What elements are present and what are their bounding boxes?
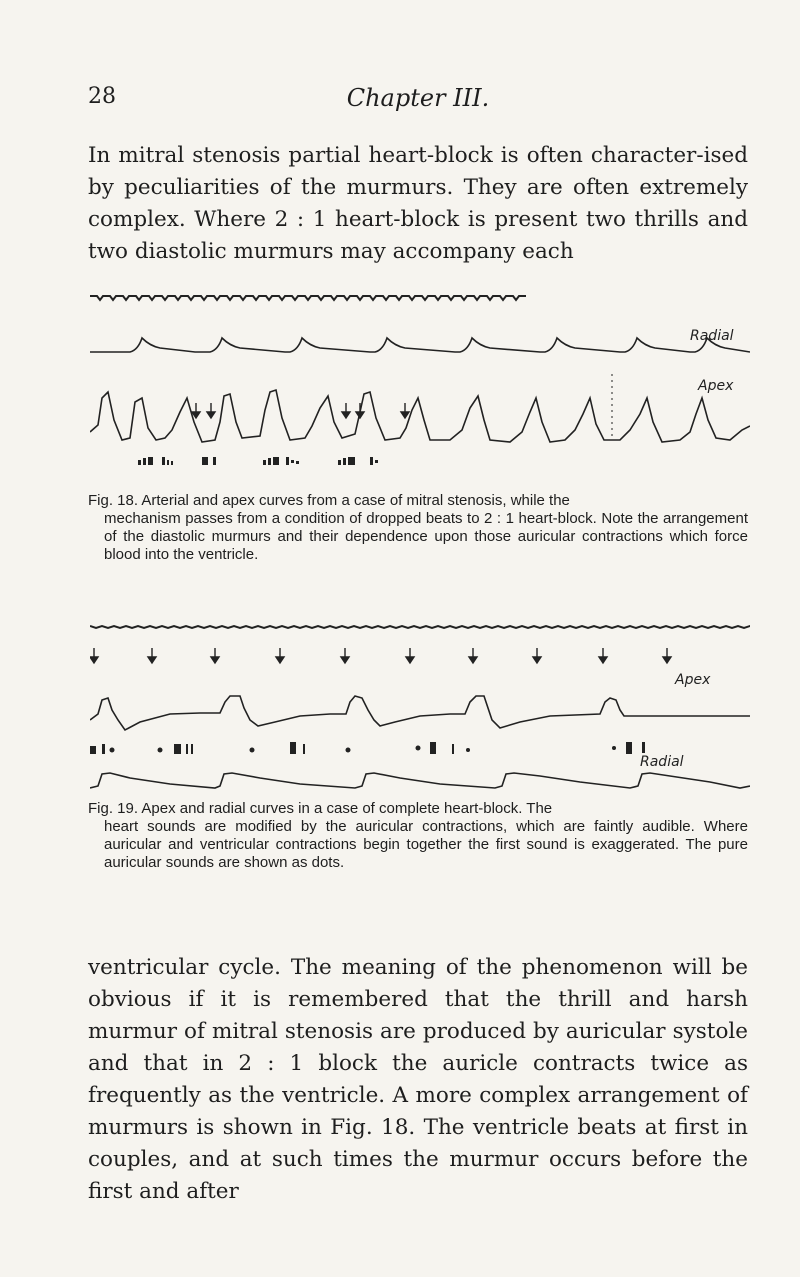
arrow-marker (469, 648, 477, 663)
page-number: 28 (88, 84, 116, 109)
radial-label-fig19: Radial (640, 754, 684, 770)
radial-pulse-curve-fig18 (90, 338, 750, 352)
apex-cardiogram-curve-fig19 (90, 696, 750, 730)
apex-cardiogram-curve-fig18 (90, 390, 750, 442)
figure-19-caption-line1: Apex and radial curves in a case of complete heart-block. The (141, 800, 553, 817)
arrow-marker (148, 648, 156, 663)
arrow-marker (276, 648, 284, 663)
figure-18-caption (88, 492, 748, 564)
figure-19-tracing (90, 618, 750, 793)
heart-sound-marks-fig18 (138, 457, 378, 465)
radial-pulse-curve-fig19 (90, 773, 750, 788)
arrow-marker (533, 648, 541, 663)
heart-sound-marks-fig19 (90, 742, 645, 754)
figure-19-caption-rest: heart sounds are modified by the auricular contractions, which are faintly audible. Where auricular and ventricular contractions begin together the first sound is exaggerated. The pure auricular sounds are shown as dots. (104, 818, 748, 871)
arrow-marker (356, 403, 364, 418)
apex-label-fig18: Apex (698, 378, 734, 394)
arrow-marker (211, 648, 219, 663)
arrow-marker (401, 403, 409, 418)
radial-label-fig18: Radial (690, 328, 734, 344)
time-marker-line-fig19 (90, 626, 750, 628)
figure-18-caption-line1: Arterial and apex curves from a case of mitral stenosis, while the (141, 492, 570, 509)
paragraph-intro: In mitral stenosis partial heart-block is often character-ised by peculiarities of the murmurs. They are often extremely complex. Where 2 : 1 heart-block is present two thrills and two diastolic murmurs may accompany each (88, 143, 748, 264)
page-header (88, 84, 748, 120)
figure-19-caption (88, 800, 748, 872)
arrow-marker (342, 403, 350, 418)
arrow-marker (341, 648, 349, 663)
arrow-marker (90, 648, 98, 663)
paragraph-continuation: ventricular cycle. The meaning of the phenomenon will be obvious if it is remembered that the thrill and harsh murmur of mitral stenosis are produced by auricular systole and that in 2 : 1 block the auricle contracts twice as frequently as the ventricle. A more complex arrangement of murmurs is shown in Fig. 18. The ventricle beats at first in couples, and at such times the murmur occurs before the first and after (88, 955, 748, 1204)
arrow-marker (207, 403, 215, 418)
figure-18-tracing (90, 290, 750, 485)
murmur-arrow-markers-fig18 (192, 403, 409, 418)
auricular-arrow-markers-fig19 (90, 648, 671, 663)
arrow-marker (663, 648, 671, 663)
chapter-title: Chapter III. (346, 84, 490, 112)
apex-label-fig19: Apex (675, 672, 711, 688)
arrow-marker (192, 403, 200, 418)
arrow-marker (599, 648, 607, 663)
figure-18-number: Fig. 18. (88, 492, 139, 509)
figure-19-number: Fig. 19. (88, 800, 139, 817)
figure-18-caption-rest: mechanism passes from a condition of dropped beats to 2 : 1 heart-block. Note the arrangement of the diastolic murmurs and their dependence upon those auricular contractions which force blood into the ventricle. (104, 510, 748, 563)
arrow-marker (406, 648, 414, 663)
time-marker-line-fig18 (90, 296, 526, 300)
